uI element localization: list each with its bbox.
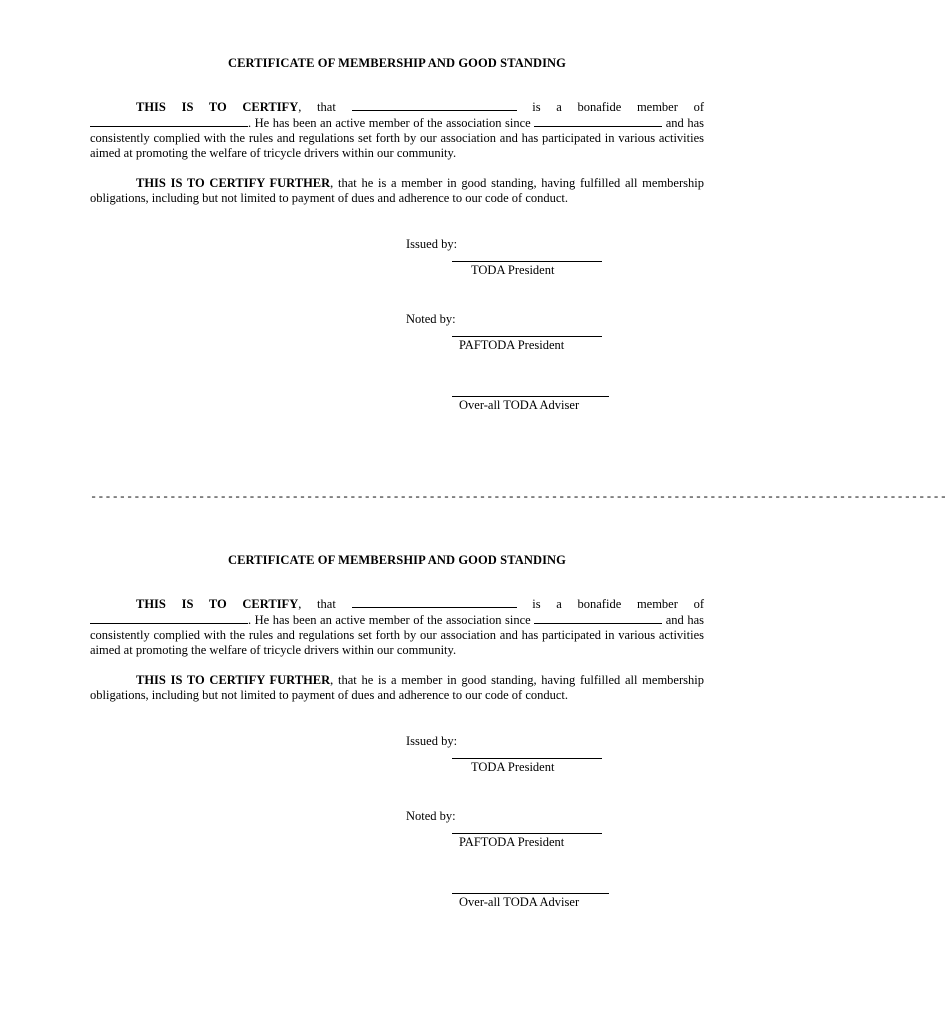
signature-block [90, 237, 704, 412]
adviser-label: Over-all TODA Adviser [459, 895, 580, 909]
association-blank[interactable] [90, 115, 248, 127]
certify-text-3: . He has been an active member of the association since [248, 613, 535, 627]
adviser-label: Over-all TODA Adviser [459, 398, 580, 412]
toda-president-label: TODA President [471, 263, 555, 277]
adviser-signature-line[interactable] [452, 893, 609, 894]
certify-paragraph [90, 596, 704, 658]
paftoda-president-signature-line[interactable] [452, 833, 602, 834]
certify-further-paragraph [90, 176, 704, 206]
noted-by-label: Noted by: [406, 312, 456, 326]
toda-president-signature-line[interactable] [452, 758, 602, 759]
paftoda-president-label: PAFTODA President [459, 835, 565, 849]
adviser-signature-line[interactable] [452, 396, 609, 397]
since-date-blank[interactable] [534, 612, 662, 624]
certify-further-paragraph [90, 673, 704, 703]
certify-text-1: , that [298, 597, 352, 611]
certify-paragraph [90, 99, 704, 161]
issued-by-label: Issued by: [406, 734, 458, 748]
certify-text-2: is a bonafide member of [516, 100, 705, 114]
certify-further-lead: THIS IS TO CERTIFY FURTHER [136, 673, 331, 687]
certificate-bottom [90, 552, 704, 909]
certify-lead: THIS IS TO CERTIFY [136, 100, 299, 114]
certify-further-text: , that he is a member in good standing, having fulfilled all membership obligations, including but not limited to payment of dues and adherence to our code of conduct. [90, 176, 704, 205]
paftoda-president-signature-line[interactable] [452, 336, 602, 337]
certify-text-4: and has consistently complied with the rules and regulations set forth by our association and has participated in various activities aimed at promoting the welfare of tricycle drivers within our community. [90, 116, 704, 160]
association-blank[interactable] [90, 612, 248, 624]
signature-block [90, 734, 704, 909]
noted-by-label: Noted by: [406, 809, 456, 823]
member-name-blank[interactable] [352, 99, 517, 111]
certify-text-4: and has consistently complied with the rules and regulations set forth by our association and has participated in various activities aimed at promoting the welfare of tricycle drivers within our community. [90, 613, 704, 657]
toda-president-label: TODA President [471, 760, 555, 774]
certify-text-2: is a bonafide member of [516, 597, 705, 611]
since-date-blank[interactable] [534, 115, 662, 127]
cut-line-divider: ----------------------------------------------------------------------------------------------------------------------- [90, 490, 947, 504]
certify-lead: THIS IS TO CERTIFY [136, 597, 299, 611]
certificate-top [90, 55, 704, 412]
certify-text-1: , that [298, 100, 352, 114]
certify-further-lead: THIS IS TO CERTIFY FURTHER [136, 176, 331, 190]
issued-by-label: Issued by: [406, 237, 458, 251]
paftoda-president-label: PAFTODA President [459, 338, 565, 352]
certify-text-3: . He has been an active member of the association since [248, 116, 535, 130]
certificate-title: CERTIFICATE OF MEMBERSHIP AND GOOD STANDING [227, 553, 567, 567]
member-name-blank[interactable] [352, 596, 517, 608]
toda-president-signature-line[interactable] [452, 261, 602, 262]
certificate-title: CERTIFICATE OF MEMBERSHIP AND GOOD STANDING [227, 56, 567, 70]
certify-further-text: , that he is a member in good standing, having fulfilled all membership obligations, including but not limited to payment of dues and adherence to our code of conduct. [90, 673, 704, 702]
